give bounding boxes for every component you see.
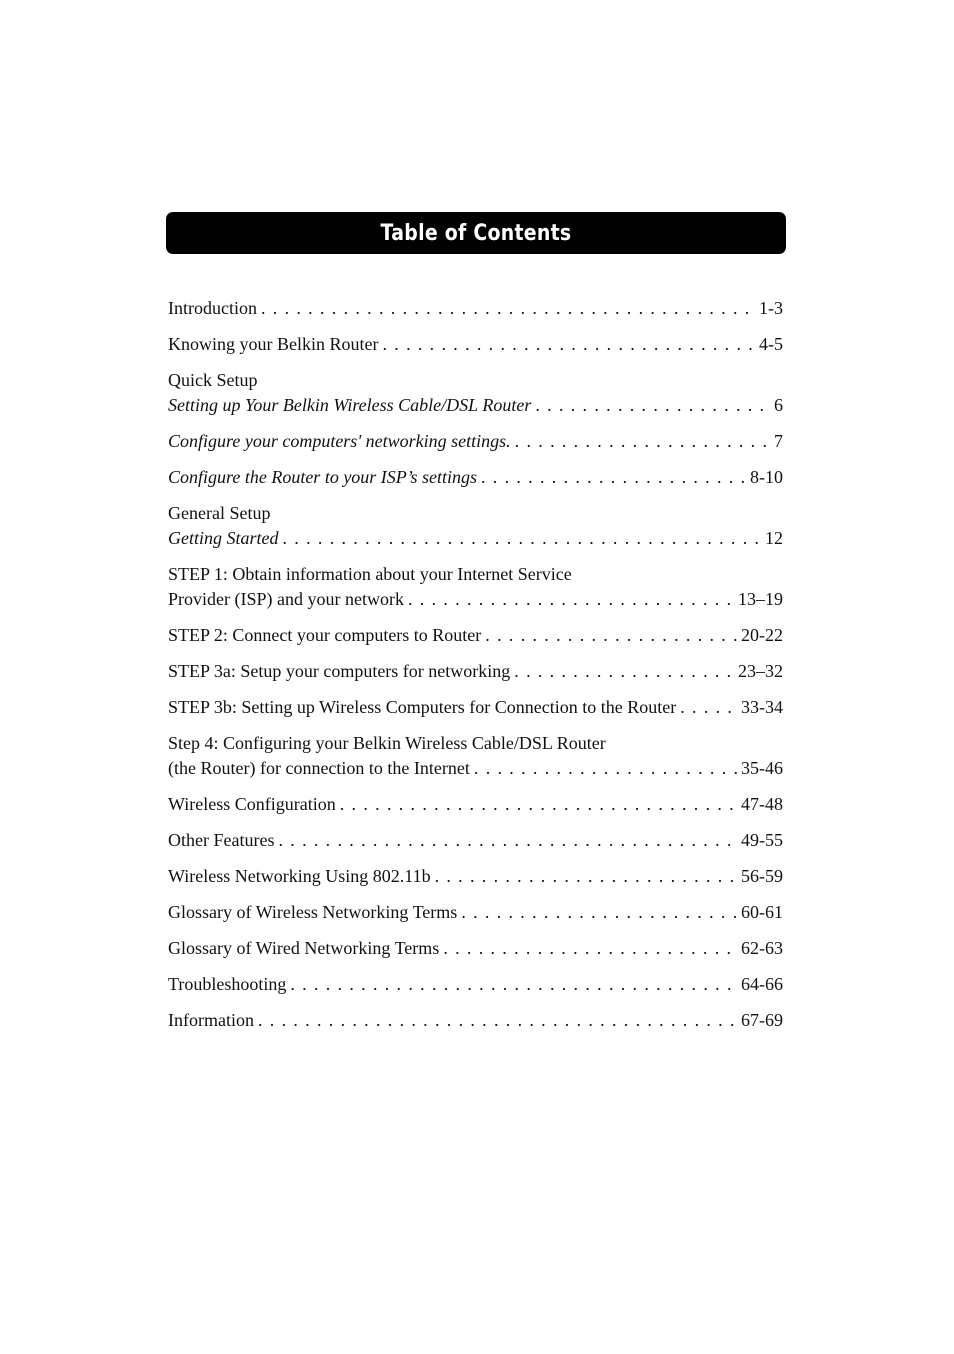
toc-line [168, 296, 783, 321]
toc-entry[interactable] [168, 936, 783, 961]
toc-entry-title: Glossary of Wireless Networking Terms [168, 902, 458, 922]
toc-entry[interactable] [168, 332, 783, 357]
dot-leader [535, 393, 770, 418]
toc-entry-title: Knowing your Belkin Router [168, 334, 379, 354]
dot-leader [283, 526, 762, 551]
toc-list [168, 296, 783, 1044]
toc-entry-title: Step 4: Configuring your Belkin Wireless Cable/DSL Router [168, 733, 606, 753]
toc-page-number: 64-66 [741, 974, 783, 994]
toc-page-number: 49-55 [741, 830, 783, 850]
dot-leader [258, 1008, 737, 1033]
toc-line [168, 900, 783, 925]
toc-entry[interactable] [168, 296, 783, 321]
dot-leader [474, 756, 737, 781]
toc-entry-title: Wireless Configuration [168, 794, 336, 814]
dot-leader [514, 659, 734, 684]
toc-entry-title: STEP 3b: Setting up Wireless Computers for Connection to the Router [168, 697, 677, 717]
toc-page-number: 60-61 [741, 902, 783, 922]
toc-page-number: 6 [774, 395, 783, 415]
dot-leader [443, 936, 737, 961]
toc-entry[interactable] [168, 659, 783, 684]
toc-entry-title: Other Features [168, 830, 275, 850]
toc-entry[interactable] [168, 465, 783, 490]
toc-entry-title: Getting Started [168, 528, 279, 548]
toc-page-number: 62-63 [741, 938, 783, 958]
toc-page-number: 47-48 [741, 794, 783, 814]
toc-page-number: 67-69 [741, 1010, 783, 1030]
toc-entry-title: General Setup [168, 503, 271, 523]
toc-line [168, 429, 783, 454]
toc-line [168, 562, 783, 587]
toc-page-number: 20-22 [741, 625, 783, 645]
toc-entry[interactable] [168, 828, 783, 853]
toc-line [168, 756, 783, 781]
toc-entry-title: Troubleshooting [168, 974, 287, 994]
dot-leader [261, 296, 755, 321]
toc-entry-title: Wireless Networking Using 802.11b [168, 866, 431, 886]
toc-entry[interactable] [168, 731, 783, 781]
dot-leader [435, 864, 737, 889]
toc-line [168, 393, 783, 418]
dot-leader [515, 429, 770, 454]
toc-entry-title: STEP 3a: Setup your computers for networking [168, 661, 511, 681]
toc-entry-title: (the Router) for connection to the Internet [168, 758, 470, 778]
toc-entry-title: Configure your computers' networking settings. [168, 431, 511, 451]
dot-leader [408, 587, 734, 612]
toc-page-number: 4-5 [759, 334, 783, 354]
toc-page-number: 7 [774, 431, 783, 451]
toc-entry-title: STEP 1: Obtain information about your Internet Service [168, 564, 572, 584]
dot-leader [290, 972, 737, 997]
toc-line [168, 332, 783, 357]
toc-page-number: 35-46 [741, 758, 783, 778]
dot-leader [340, 792, 737, 817]
toc-line [168, 1008, 783, 1033]
toc-entry[interactable] [168, 972, 783, 997]
toc-line [168, 501, 783, 526]
toc-page-number: 13–19 [738, 589, 783, 609]
toc-entry-title: STEP 2: Connect your computers to Router [168, 625, 482, 645]
dot-leader [481, 465, 746, 490]
toc-entry-title: Quick Setup [168, 370, 258, 390]
toc-line [168, 587, 783, 612]
toc-entry[interactable] [168, 792, 783, 817]
toc-entry-title: Glossary of Wired Networking Terms [168, 938, 440, 958]
toc-line [168, 972, 783, 997]
dot-leader [382, 332, 755, 357]
toc-line [168, 731, 783, 756]
dot-leader [278, 828, 737, 853]
toc-entry[interactable] [168, 1008, 783, 1033]
toc-entry[interactable] [168, 368, 783, 418]
dot-leader [461, 900, 737, 925]
toc-page-number: 12 [765, 528, 783, 548]
page-title: Table of Contents [380, 220, 572, 246]
dot-leader [680, 695, 737, 720]
toc-line [168, 828, 783, 853]
toc-page-number: 56-59 [741, 866, 783, 886]
toc-line [168, 936, 783, 961]
toc-line [168, 792, 783, 817]
toc-line [168, 864, 783, 889]
toc-entry-title: Configure the Router to your ISP’s settings [168, 467, 477, 487]
toc-entry-title: Setting up Your Belkin Wireless Cable/DSL Router [168, 395, 532, 415]
toc-entry[interactable] [168, 562, 783, 612]
toc-page-number: 33-34 [741, 697, 783, 717]
toc-entry[interactable] [168, 900, 783, 925]
dot-leader [485, 623, 737, 648]
toc-entry[interactable] [168, 623, 783, 648]
toc-line [168, 526, 783, 551]
toc-entry[interactable] [168, 864, 783, 889]
toc-entry-title: Introduction [168, 298, 257, 318]
toc-line [168, 659, 783, 684]
toc-line [168, 623, 783, 648]
toc-entry[interactable] [168, 429, 783, 454]
toc-line [168, 368, 783, 393]
toc-line [168, 465, 783, 490]
toc-title-bar [166, 212, 786, 254]
toc-entry[interactable] [168, 695, 783, 720]
toc-entry[interactable] [168, 501, 783, 551]
toc-page-number: 8-10 [750, 467, 783, 487]
toc-line [168, 695, 783, 720]
toc-page-number: 1-3 [759, 298, 783, 318]
toc-page-number: 23–32 [738, 661, 783, 681]
toc-entry-title: Provider (ISP) and your network [168, 589, 404, 609]
toc-entry-title: Information [168, 1010, 254, 1030]
